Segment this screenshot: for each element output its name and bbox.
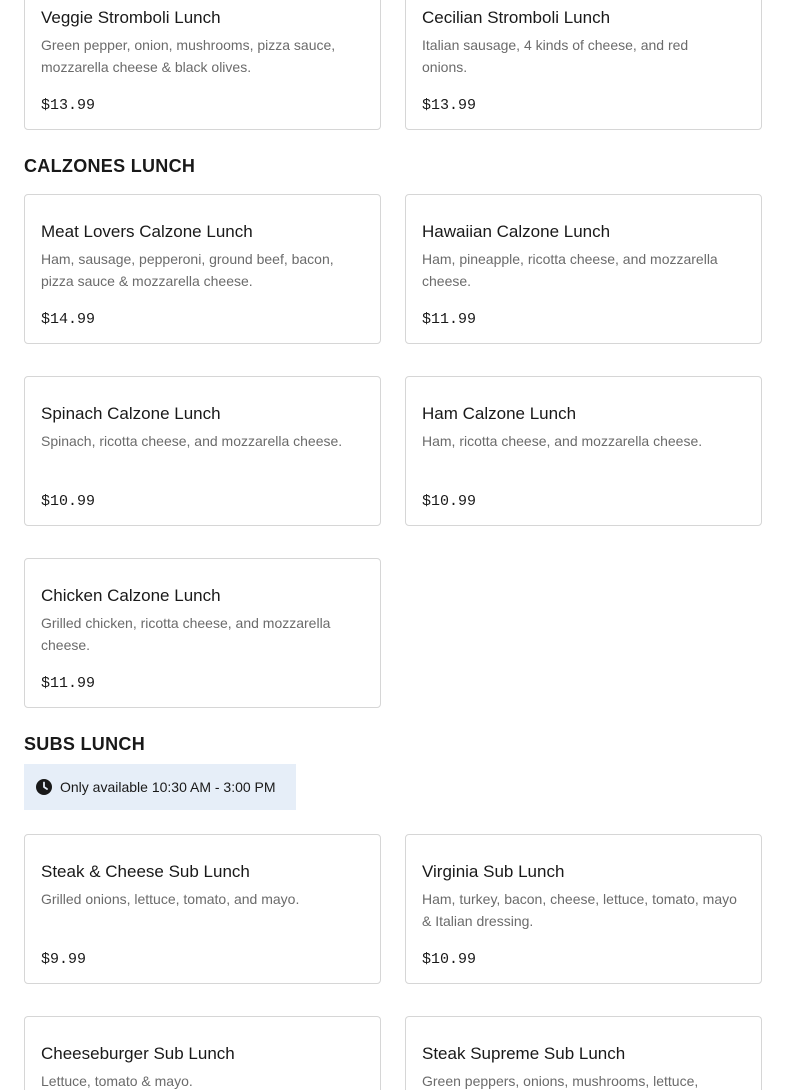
menu-item-card[interactable] xyxy=(24,558,381,708)
menu-item-description: Ham, turkey, bacon, cheese, lettuce, tomato, mayo & Italian dressing. xyxy=(422,891,737,929)
section-title-calzones: CALZONES LUNCH xyxy=(24,156,196,176)
menu-item-card[interactable] xyxy=(405,0,762,130)
menu-item-name: Cecilian Stromboli Lunch xyxy=(422,8,611,27)
menu-item-card[interactable] xyxy=(24,834,381,984)
menu-item-description: Grilled chicken, ricotta cheese, and mozzarella cheese. xyxy=(41,615,331,653)
menu-item-card[interactable] xyxy=(405,1016,762,1090)
menu-item-price: $13.99 xyxy=(422,97,477,114)
menu-item-card[interactable] xyxy=(405,194,762,344)
menu-item-name: Cheeseburger Sub Lunch xyxy=(41,1044,235,1063)
section-title-subs: SUBS LUNCH xyxy=(24,734,146,754)
menu-item-description: Lettuce, tomato & mayo. xyxy=(41,1073,193,1089)
menu-item-description: Ham, sausage, pepperoni, ground beef, bacon, pizza sauce & mozzarella cheese. xyxy=(41,251,334,289)
availability-notice xyxy=(24,764,296,810)
menu-item-price: $10.99 xyxy=(422,493,477,510)
menu-item-description: Spinach, ricotta cheese, and mozzarella cheese. xyxy=(41,433,343,449)
menu-item-card[interactable] xyxy=(405,376,762,526)
menu-item-name: Steak & Cheese Sub Lunch xyxy=(41,862,250,881)
menu-item-name: Veggie Stromboli Lunch xyxy=(41,8,221,27)
menu-item-name: Chicken Calzone Lunch xyxy=(41,586,221,605)
menu-item-name: Ham Calzone Lunch xyxy=(422,404,577,423)
menu-item-name: Hawaiian Calzone Lunch xyxy=(422,222,611,241)
menu-item-description: Grilled onions, lettuce, tomato, and mayo. xyxy=(41,891,300,907)
menu-item-price: $10.99 xyxy=(41,493,96,510)
menu-item-card[interactable] xyxy=(405,834,762,984)
menu-item-description: Green peppers, onions, mushrooms, lettuce, xyxy=(422,1073,699,1089)
menu-item-name: Virginia Sub Lunch xyxy=(422,862,565,881)
menu-item-name: Spinach Calzone Lunch xyxy=(41,404,221,423)
menu-item-description: Ham, ricotta cheese, and mozzarella cheese. xyxy=(422,433,703,449)
menu-item-price: $9.99 xyxy=(41,951,87,968)
menu-item-name: Steak Supreme Sub Lunch xyxy=(422,1044,626,1063)
menu-item-price: $14.99 xyxy=(41,311,96,328)
menu-item-card[interactable] xyxy=(24,0,381,130)
menu-item-price: $10.99 xyxy=(422,951,477,968)
menu-item-card[interactable] xyxy=(24,1016,381,1090)
menu-item-description: Ham, pineapple, ricotta cheese, and mozzarella cheese. xyxy=(422,251,718,289)
menu-item-card[interactable] xyxy=(24,194,381,344)
menu-item-price: $11.99 xyxy=(422,311,477,328)
menu-item-name: Meat Lovers Calzone Lunch xyxy=(41,222,253,241)
menu-item-description: Italian sausage, 4 kinds of cheese, and red onions. xyxy=(422,37,689,75)
clock-icon xyxy=(36,779,52,795)
menu-item-description: Green pepper, onion, mushrooms, pizza sauce, mozzarella cheese & black olives. xyxy=(41,37,336,75)
menu-item-price: $13.99 xyxy=(41,97,96,114)
availability-text: Only available 10:30 AM - 3:00 PM xyxy=(60,779,276,795)
menu-item-card[interactable] xyxy=(24,376,381,526)
menu-item-price: $11.99 xyxy=(41,675,96,692)
